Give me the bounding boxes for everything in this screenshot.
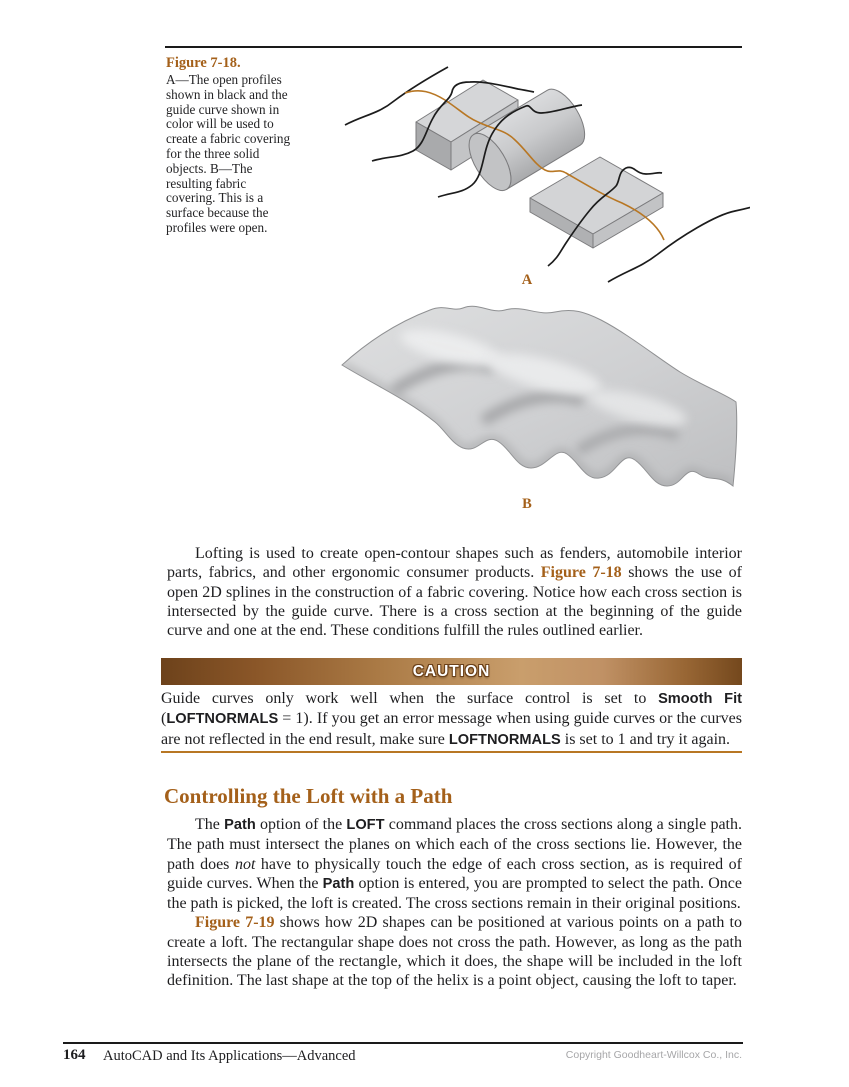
figure-label-a: A xyxy=(521,272,533,288)
section-heading: Controlling the Loft with a Path xyxy=(164,784,453,808)
paragraph-figure-7-19: Figure 7-19 shows how 2D shapes can be positioned at various points on a path to create a loft. The rectangular shape does not cross the path. However, as long as the path intersects the plane of the rectangle, which it does, the shape will be included in the loft definition. The last shape at the top of the helix is a point object, causing the loft to taper. xyxy=(167,914,742,990)
figure-caption: A—The open profiles shown in black and the guide curve shown in color will be used to create a fabric covering for the three solid objects. B—The resulting fabric covering. This is a surface because the profiles were open. xyxy=(166,72,291,235)
caution-rule xyxy=(161,751,742,753)
figure-caption-title: Figure 7-18. xyxy=(166,55,241,71)
figure-a-image xyxy=(338,58,750,286)
footer-rule xyxy=(63,1042,743,1044)
paragraph-lofting-text: Lofting is used to create open-contour shapes such as fenders, automobile interior parts, fabrics, and other ergonomic consumer products. Figure 7-18 shows the use of open 2D splines in the construction of a fabric covering. Notice how each cross section is intersected by the guide curve. There is a cross section at the beginning of the guide curve and one at the end. These conditions fulfill the rules outlined earlier. xyxy=(167,545,742,640)
footer-copyright: Copyright Goodheart-Willcox Co., Inc. xyxy=(565,1049,742,1061)
footer-page-number: 164 xyxy=(63,1047,86,1063)
paragraph-path: The Path option of the LOFT command places the cross sections along a single path. The path must intersect the planes on which each of the cross sections lie. However, the path does not have to physically touch the edge of each cross section, as is required of guide curves. When the Path option is entered, you are prompted to select the path. Once the path is picked, the loft is created. The cross sections remain in their original positions. xyxy=(167,816,743,913)
caution-banner xyxy=(161,658,742,685)
section-body xyxy=(167,815,742,991)
figure-label-b: B xyxy=(522,496,532,512)
figure-b-image xyxy=(333,296,743,516)
caution-title: CAUTION xyxy=(412,663,491,680)
caution-text: Guide curves only work well when the surface control is set to Smooth Fit (LOFTNORMALS = 1). If you get an error message when using guide curves or the curves are not reflected in the end result, make sure LOFTNORMALS is set to 1 and try it again. xyxy=(161,690,742,748)
paragraph-lofting xyxy=(167,544,742,640)
footer-book-title: AutoCAD and Its Applications—Advanced xyxy=(103,1048,356,1064)
top-rule xyxy=(165,46,742,48)
